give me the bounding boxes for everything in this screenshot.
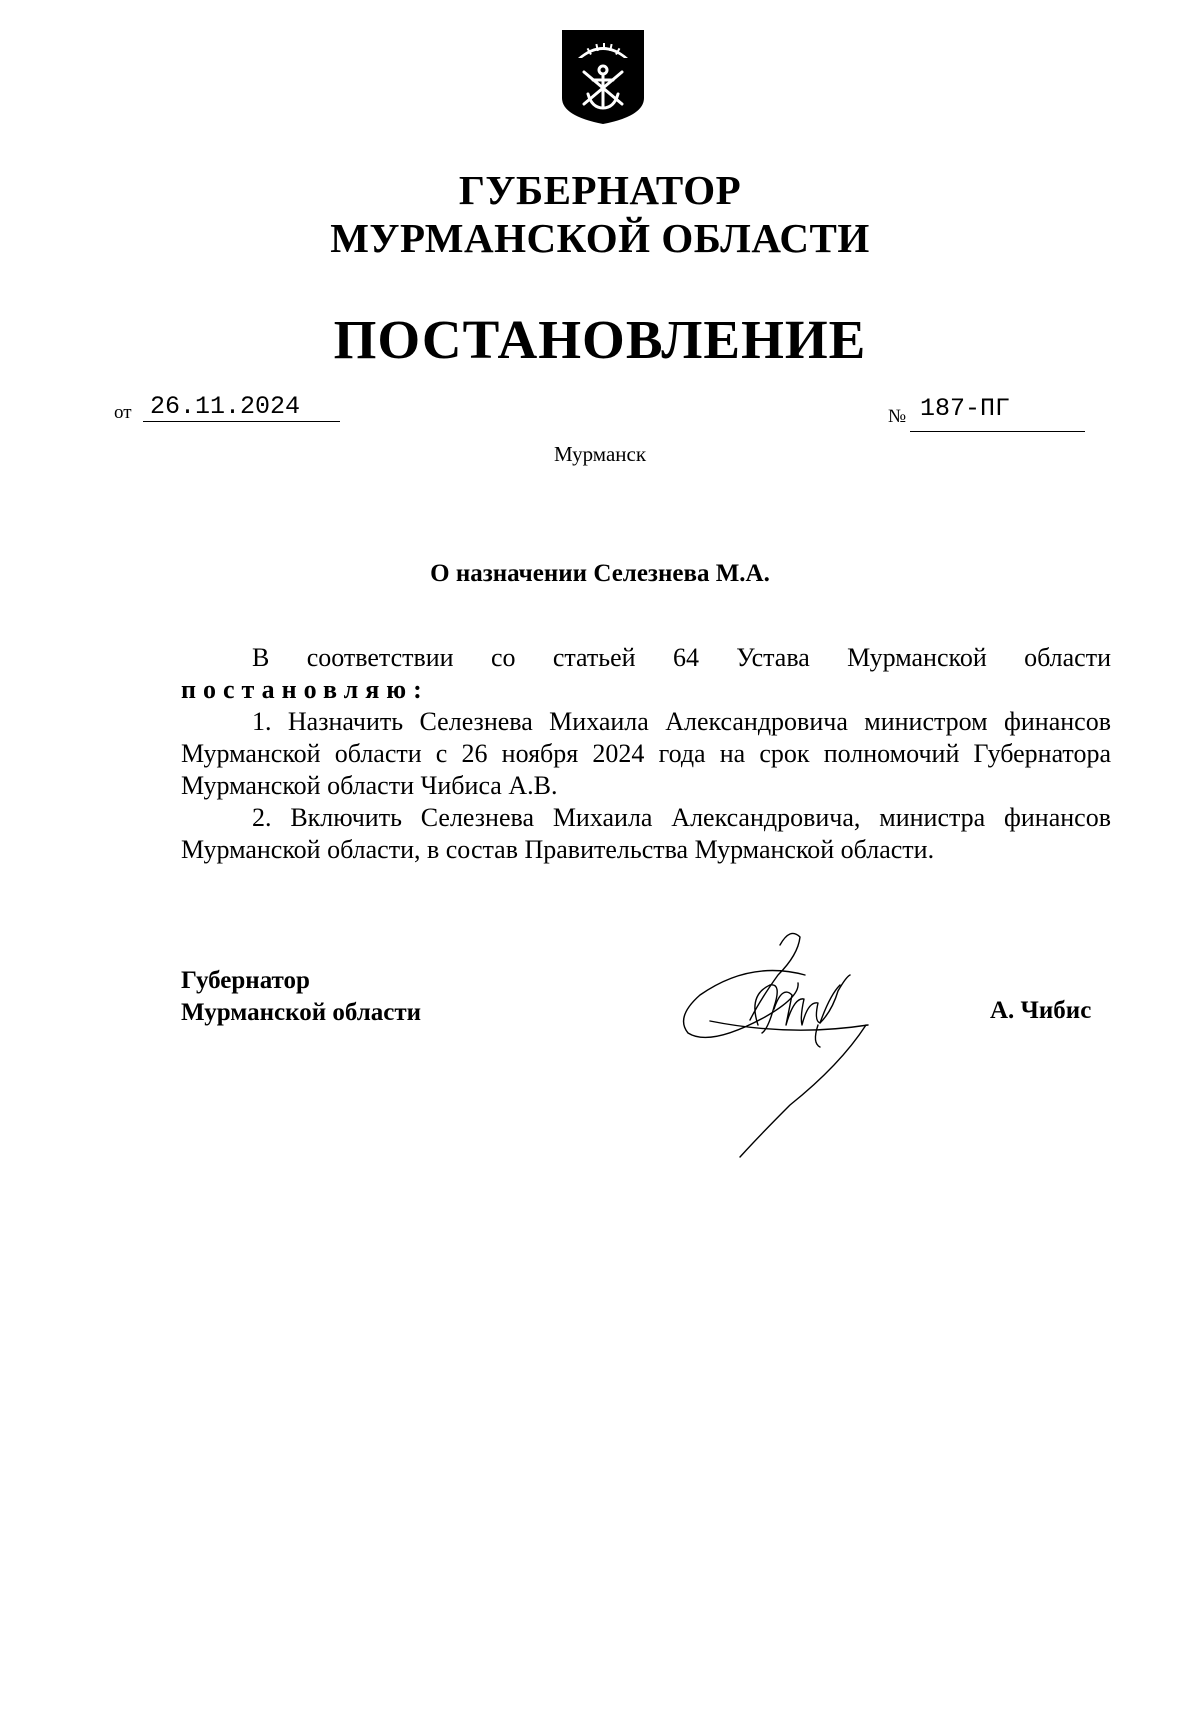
number-label: № (888, 406, 907, 427)
authority-line-1: ГУБЕРНАТОР (458, 167, 742, 213)
city: Мурманск (553, 442, 647, 466)
item-2: 2. Включить Селезнева Михаила Александровича, министра финансов Мурманской области, в состав Правительства Мурманской области. (181, 803, 1111, 864)
item-1: 1. Назначить Селезнева Михаила Александровича министром финансов Мурманской области с 26 ноября 2024 года на срок полномочий Губернатора Мурманской области Чибиса А.В. (181, 707, 1111, 800)
intro-line: В соответствии со статьей 64 Устава Мурманской области (252, 643, 1111, 672)
signatory-title (181, 965, 421, 1029)
signatory-title-line-2: Мурманской области (181, 999, 422, 1026)
decree-word: постановляю: (181, 675, 429, 704)
date-value: 26.11.2024 (150, 392, 301, 421)
signatory-title-line-1: Губернатор (181, 967, 310, 994)
document-type: ПОСТАНОВЛЕНИЕ (333, 309, 867, 370)
date-underline (143, 421, 340, 422)
document-subject: О назначении Селезнева М.А. (430, 560, 770, 587)
date-label: от (114, 402, 132, 423)
number-underline (910, 431, 1085, 432)
authority-line-2: МУРМАНСКОЙ ОБЛАСТИ (330, 215, 870, 261)
document-body (181, 642, 1111, 866)
number-value: 187-ПГ (920, 394, 1011, 423)
signatory-name: А. Чибис (990, 997, 1092, 1024)
handwritten-signature-icon (670, 925, 910, 1165)
coat-of-arms-icon (560, 28, 646, 126)
